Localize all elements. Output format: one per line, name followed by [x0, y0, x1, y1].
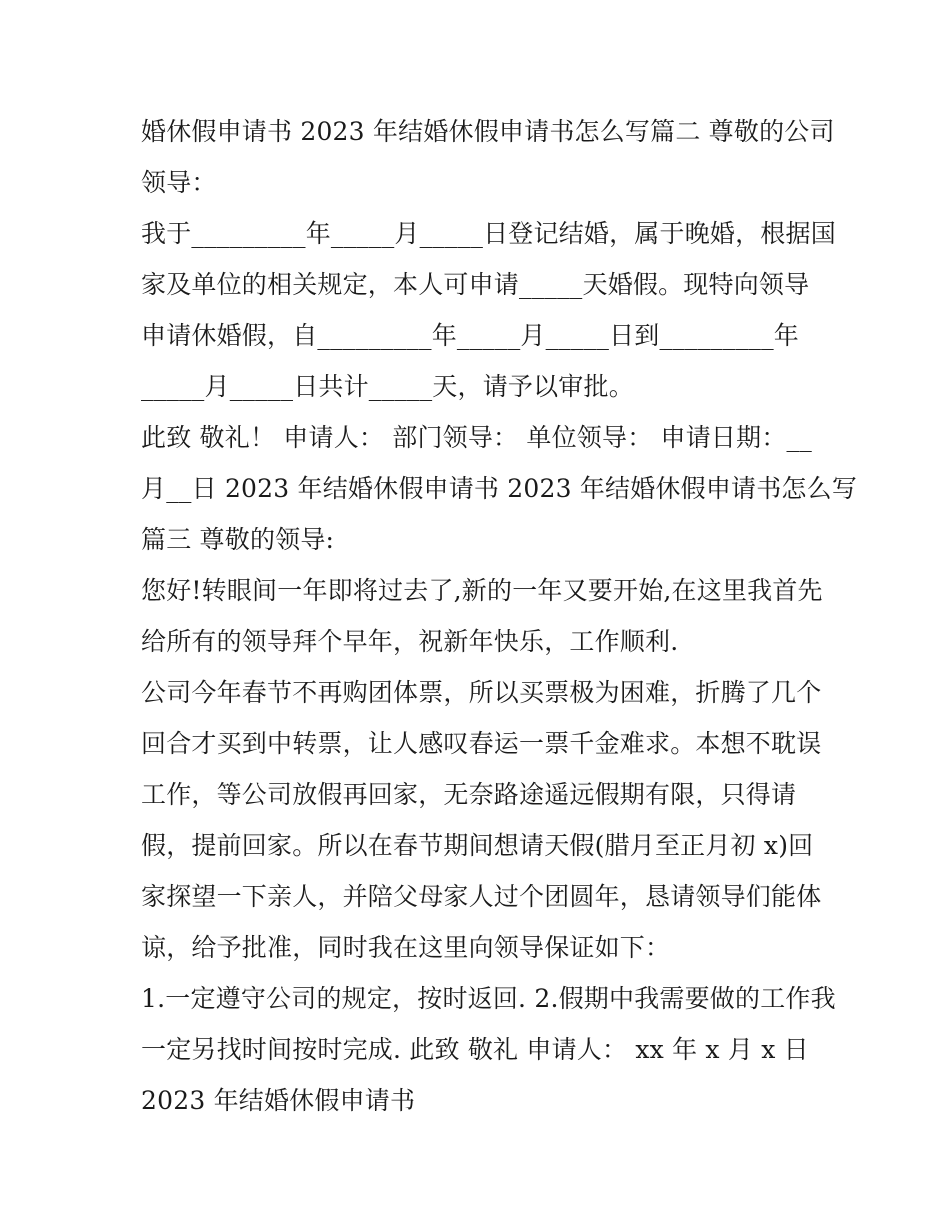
- text-line: 婚休假申请书 2023 年结婚休假申请书怎么写篇二 尊敬的公司: [141, 117, 835, 146]
- text-line: 月__日 2023 年结婚休假申请书 2023 年结婚休假申请书怎么写: [141, 474, 858, 503]
- text-line: 回合才买到中转票，让人感叹春运一票千金难求。本想不耽误: [141, 729, 822, 758]
- document-body: [141, 106, 858, 1126]
- text-line: 工作，等公司放假再回家，无奈路途遥远假期有限，只得请: [141, 780, 797, 809]
- text-line: 您好!转眼间一年即将过去了,新的一年又要开始,在这里我首先: [141, 576, 823, 605]
- text-line: 一定另找时间按时完成. 此致 敬礼 申请人： xx 年 x 月 x 日: [141, 1035, 809, 1064]
- text-line: 篇三 尊敬的领导:: [141, 525, 335, 554]
- text-line: 2023 年结婚休假申请书: [141, 1086, 416, 1115]
- text-line: 家及单位的相关规定，本人可申请_____天婚假。现特向领导: [141, 270, 810, 299]
- text-line: 给所有的领导拜个早年，祝新年快乐，工作顺利.: [141, 627, 679, 656]
- text-line: 我于_________年_____月_____日登记结婚，属于晚婚，根据国: [141, 219, 836, 248]
- text-line: 申请休婚假，自_________年_____月_____日到_________年: [141, 321, 800, 350]
- text-line: 此致 敬礼！ 申请人： 部门领导： 单位领导： 申请日期：__: [141, 423, 812, 452]
- text-line: 公司今年春节不再购团体票，所以买票极为困难，折腾了几个: [141, 678, 822, 707]
- text-line: 谅，给予批准，同时我在这里向领导保证如下：: [141, 933, 671, 962]
- text-line: 1.一定遵守公司的规定，按时返回. 2.假期中我需要做的工作我: [141, 984, 836, 1013]
- text-line: 家探望一下亲人，并陪父母家人过个团圆年，恳请领导们能体: [141, 882, 822, 911]
- text-line: 假，提前回家。所以在春节期间想请天假(腊月至正月初 x)回: [141, 831, 814, 860]
- text-line: _____月_____日共计_____天，请予以审批。: [141, 372, 634, 401]
- text-line: 领导：: [141, 168, 217, 197]
